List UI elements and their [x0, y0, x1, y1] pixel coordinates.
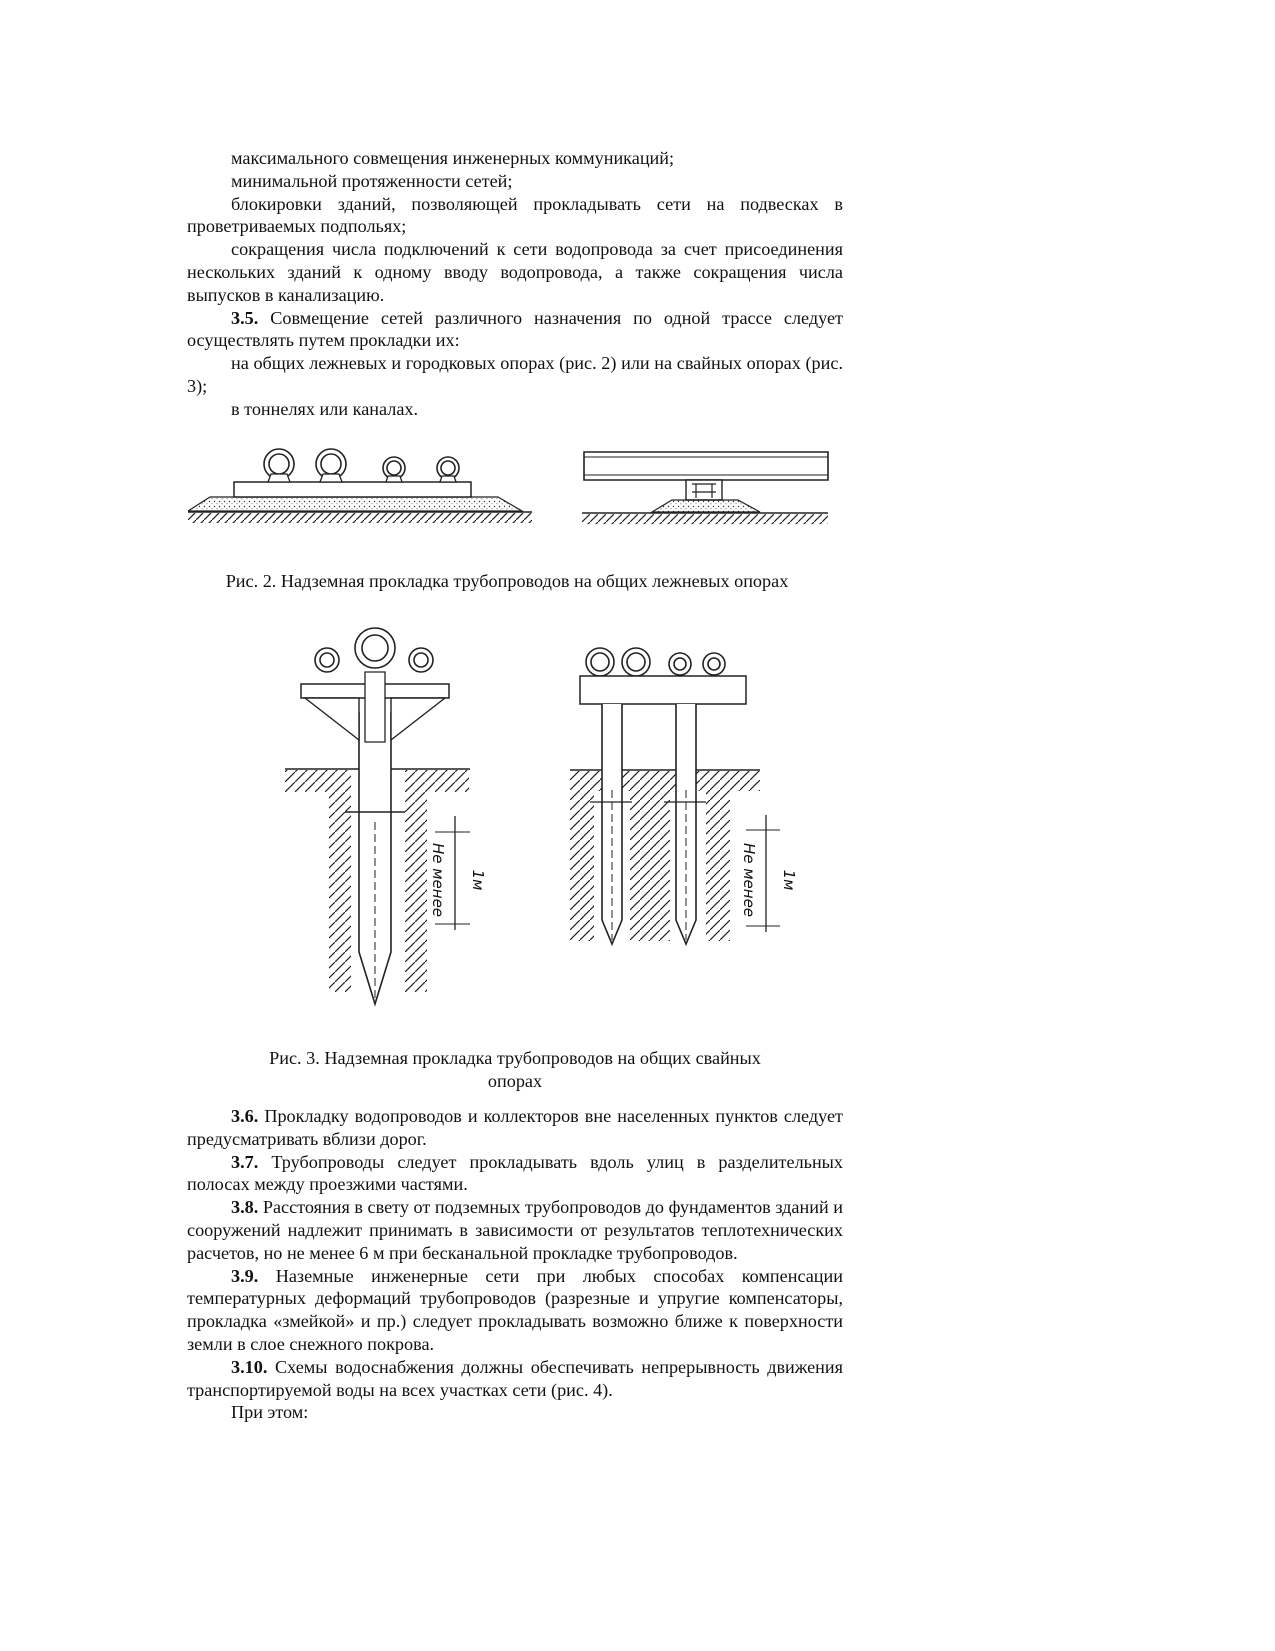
clause-number: 3.6.	[231, 1106, 259, 1126]
clause-number: 3.10.	[231, 1356, 268, 1377]
clause-number: 3.8.	[231, 1197, 259, 1218]
figure3-caption-line1: Рис. 3. Надземная прокладка трубопроводов на общих свайных	[269, 1048, 761, 1068]
label-1m: 1м	[780, 869, 798, 891]
paragraph	[187, 1265, 843, 1356]
paragraph-text: минимальной протяженности сетей;	[231, 170, 513, 191]
paragraph	[187, 170, 843, 193]
figure2-right-drawing	[582, 450, 834, 530]
clause-number: 3.7.	[231, 1151, 259, 1172]
figure3-caption-line2: опорах	[487, 1070, 543, 1091]
paragraph-text: Трубопроводы следует прокладывать вдоль улиц в разделительных полосах между проезжими частями.	[187, 1151, 843, 1195]
figure2-left-drawing	[188, 440, 536, 530]
paragraph-text: Прокладку водопроводов и коллекторов вне населенных пунктов следует предусматривать вблизи дорог.	[187, 1106, 844, 1149]
paragraph-text: Расстояния в свету от подземных трубопроводов до фундаментов зданий и сооружений надлежит принимать в зависимости от результатов теплотехнических расчетов, но не менее 6 м при бесканальной прокладке трубопроводов.	[187, 1197, 843, 1263]
paragraph-text: Совмещение сетей различного назначения по одной трассе следует осуществлять путем прокладки их:	[187, 307, 843, 351]
paragraph	[187, 1196, 843, 1264]
paragraph	[187, 1401, 843, 1424]
top-text-block	[187, 147, 843, 421]
paragraph	[187, 1151, 843, 1197]
paragraph	[187, 352, 843, 398]
figure3-caption	[187, 1047, 843, 1093]
paragraph-text: Наземные инженерные сети при любых способах компенсации температурных деформаций трубопроводов (разрезные и упругие компенсаторы, прокладка «змейкой» и пр.) следует прокладывать возможно ближе к поверхности земли в слое снежного покрова.	[187, 1265, 844, 1354]
paragraph-text: При этом:	[231, 1402, 309, 1423]
paragraph-text: блокировки зданий, позволяющей прокладывать сети на подвесках в проветриваемых подпольях;	[187, 193, 843, 237]
paragraph-text: сокращения числа подключений к сети водопровода за счет присоединения нескольких зданий к одному вводу водопровода, а также сокращения числа выпусков в канализацию.	[187, 239, 843, 305]
paragraph-text: на общих лежневых и городковых опорах (рис. 2) или на свайных опорах (рис. 3);	[187, 353, 843, 396]
figure3-right-drawing	[570, 640, 810, 980]
paragraph	[187, 307, 843, 353]
clause-number: 3.5.	[231, 307, 259, 328]
paragraph	[187, 398, 843, 421]
label-1m: 1м	[469, 869, 487, 891]
paragraph	[187, 147, 843, 170]
paragraph	[187, 238, 843, 306]
paragraph	[187, 1105, 843, 1151]
figure2-caption: Рис. 2. Надземная прокладка трубопроводов на общих лежневых опорах	[225, 571, 789, 591]
paragraph-text: максимального совмещения инженерных коммуникаций;	[231, 148, 675, 168]
label-not-less: Не менее	[429, 842, 447, 918]
bottom-text-block	[187, 1105, 843, 1424]
paragraph	[187, 193, 843, 239]
paragraph-text: в тоннелях или каналах.	[231, 398, 419, 419]
paragraph-text: Схемы водоснабжения должны обеспечивать непрерывность движения транспортируемой воды на всех участках сети (рис. 4).	[187, 1356, 843, 1400]
clause-number: 3.9.	[231, 1265, 259, 1286]
label-not-less: Не менее	[740, 842, 758, 918]
paragraph	[187, 1356, 843, 1402]
figure3-left-drawing	[285, 622, 495, 1022]
